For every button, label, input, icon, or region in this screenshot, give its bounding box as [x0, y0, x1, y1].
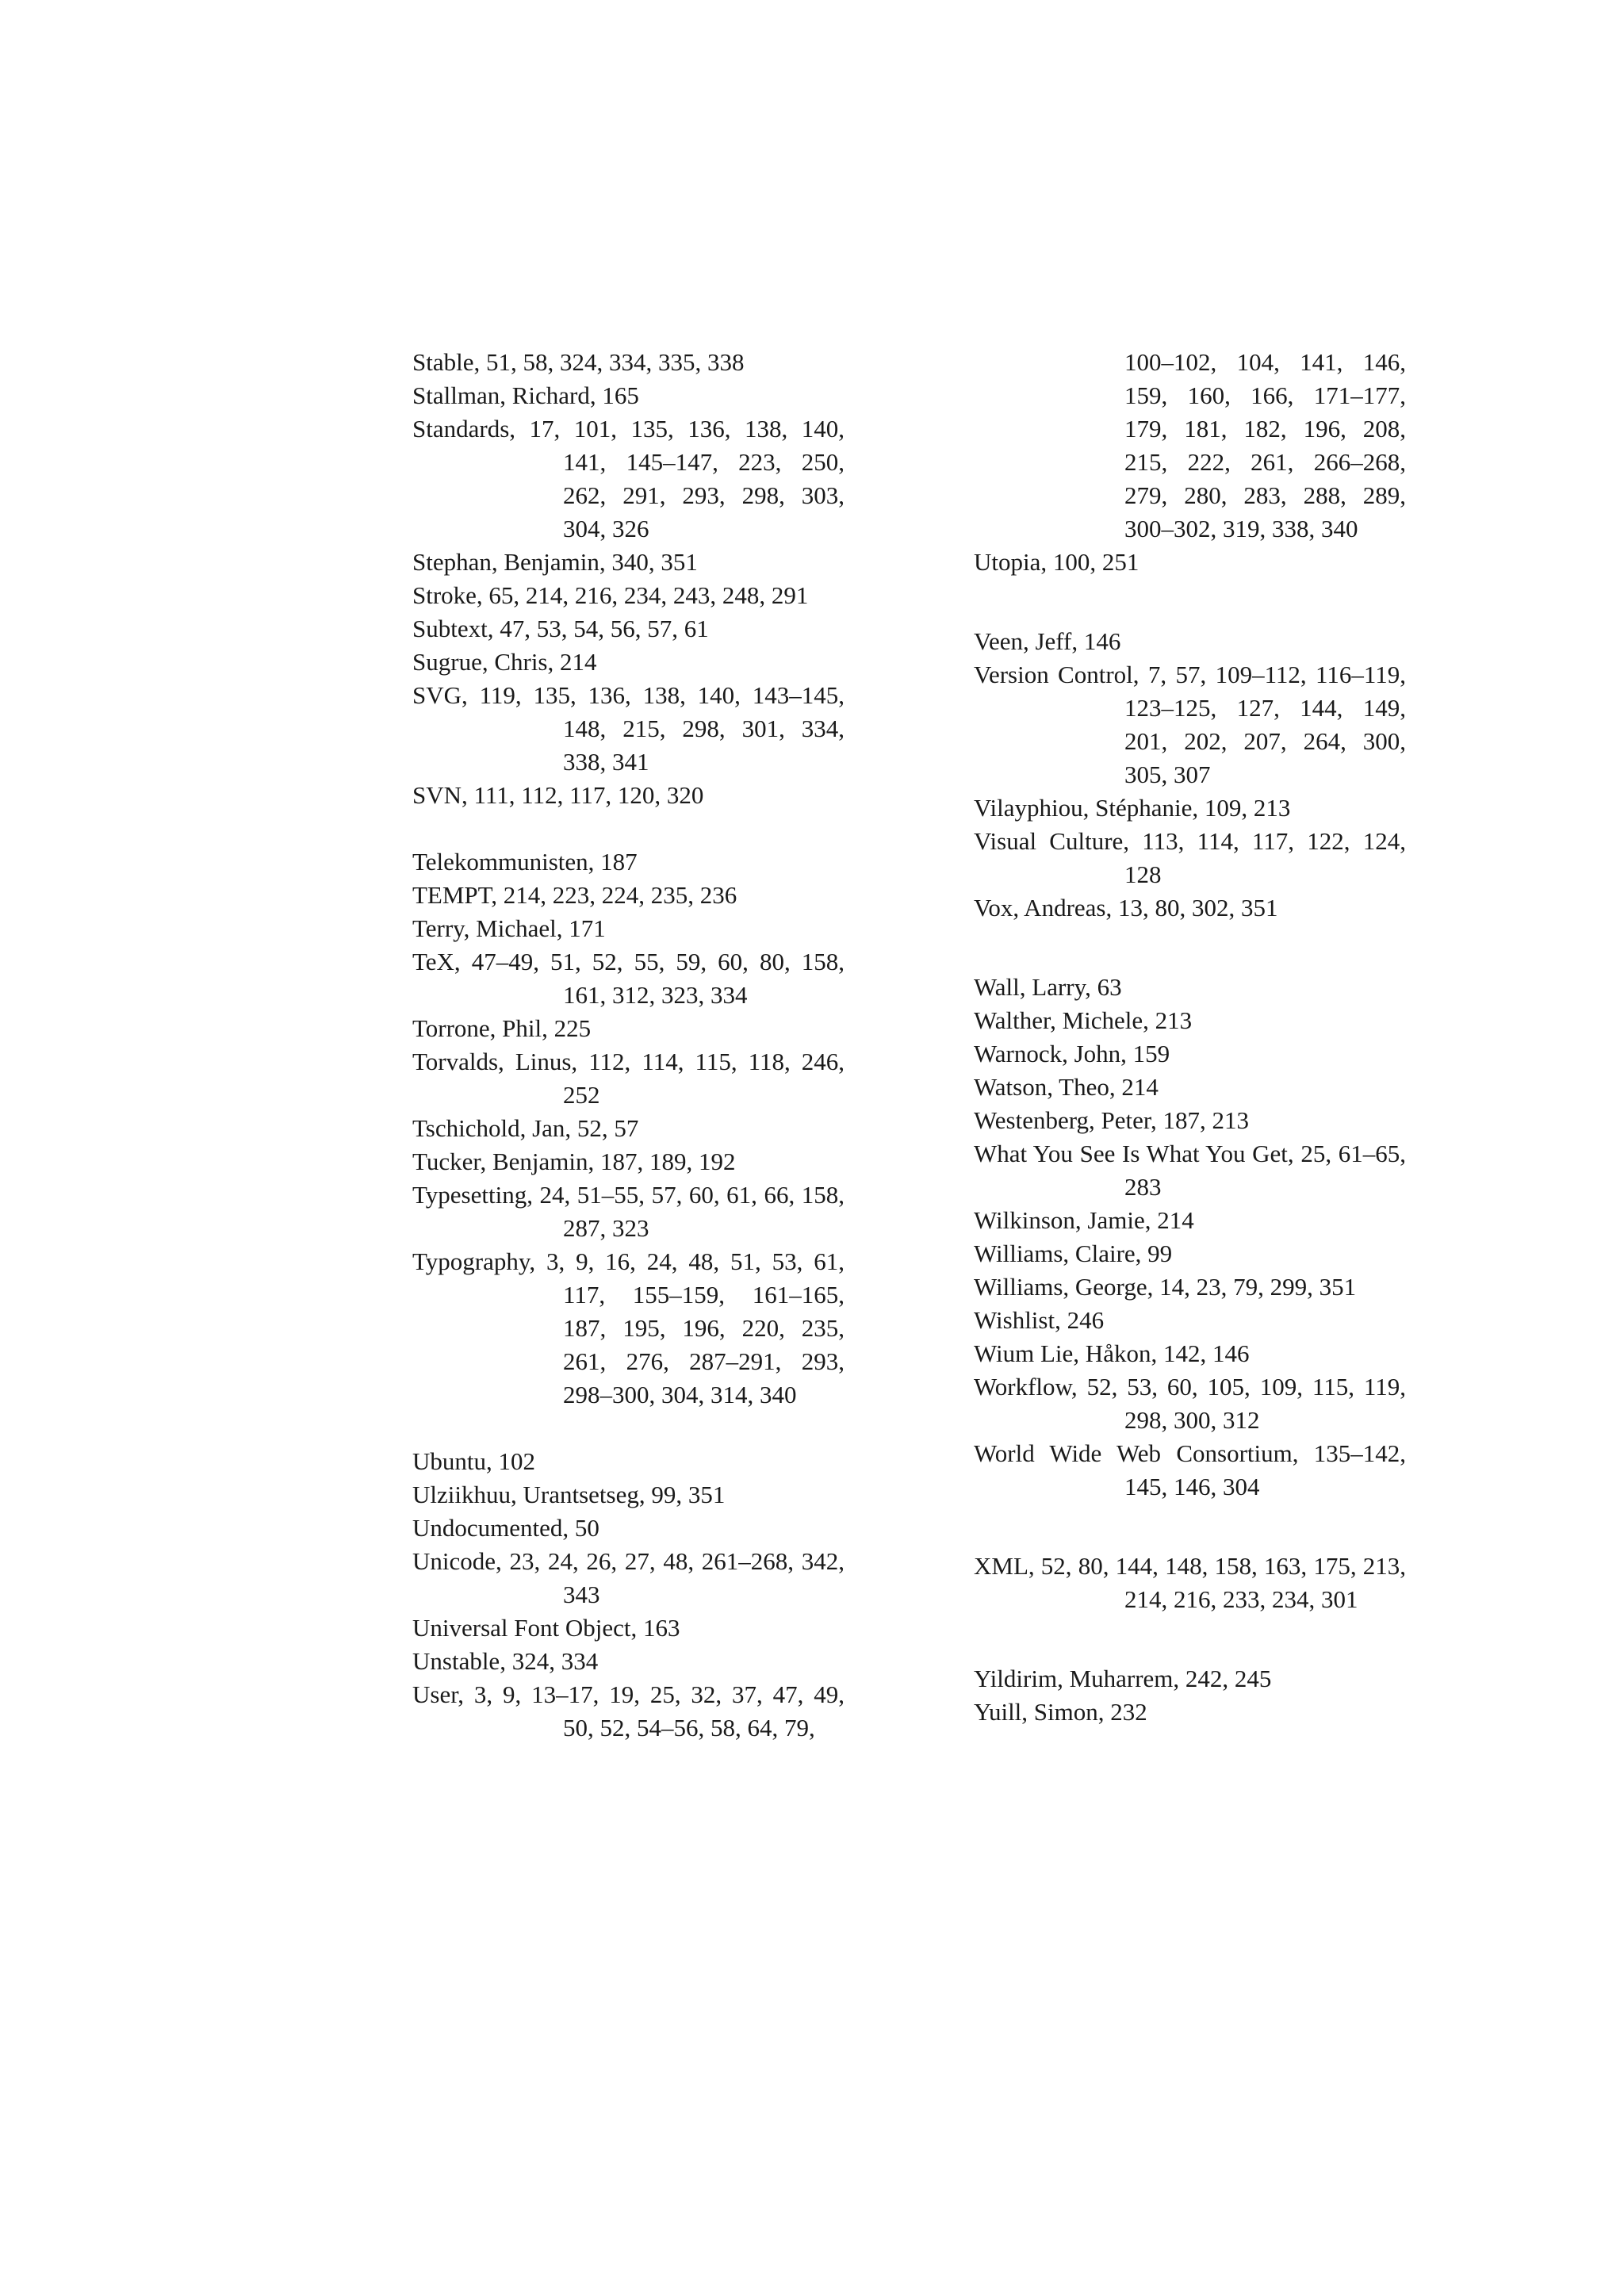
index-entry: Vilayphiou, Stéphanie, 109, 213 — [974, 794, 1291, 822]
index-entry: Veen, Jeff, 146 — [974, 627, 1121, 655]
index-entry: Terry, Michael, 171 — [412, 914, 606, 942]
index-entry: What You See Is What You Get, 25, 61–65, 283 — [974, 1140, 1406, 1201]
index-entry: Sugrue, Chris, 214 — [412, 648, 597, 676]
index-entry: Unstable, 324, 334 — [412, 1647, 599, 1675]
index-entry: Stephan, Benjamin, 340, 351 — [412, 548, 698, 576]
index-column-right — [974, 346, 1406, 1729]
index-entry: Warnock, John, 159 — [974, 1040, 1170, 1067]
index-entry: SVG, 119, 135, 136, 138, 140, 143–145, 148, 215, 298, 301, 334, 338, 341 — [412, 681, 845, 776]
index-entry: World Wide Web Consortium, 135–142, 145, 146, 304 — [974, 1439, 1406, 1500]
index-entry: Torrone, Phil, 225 — [412, 1014, 592, 1042]
index-entry: TEMPT, 214, 223, 224, 235, 236 — [412, 881, 737, 909]
index-entry: Unicode, 23, 24, 26, 27, 48, 261–268, 342, 343 — [412, 1547, 845, 1608]
index-entry: Stroke, 65, 214, 216, 234, 243, 248, 291 — [412, 581, 809, 609]
letter-group-divider — [974, 1504, 1406, 1550]
index-entry: Version Control, 7, 57, 109–112, 116–119, 123–125, 127, 144, 149, 201, 202, 207, 264, 300, 305, 307 — [974, 661, 1406, 788]
index-entry: Standards, 17, 101, 135, 136, 138, 140, 141, 145–147, 223, 250, 262, 291, 293, 298, 303, 304, 326 — [412, 415, 845, 542]
index-entry: Stallman, Richard, 165 — [412, 381, 639, 409]
index-entry: Subtext, 47, 53, 54, 56, 57, 61 — [412, 615, 709, 642]
index-entry: Walther, Michele, 213 — [974, 1006, 1193, 1034]
index-entry: TeX, 47–49, 51, 52, 55, 59, 60, 80, 158, 161, 312, 323, 334 — [412, 948, 845, 1009]
index-entry: Utopia, 100, 251 — [974, 548, 1139, 576]
letter-group-divider — [412, 812, 845, 845]
index-entry: Wilkinson, Jamie, 214 — [974, 1206, 1194, 1234]
index-entry: Watson, Theo, 214 — [974, 1073, 1159, 1101]
index-entry: Telekommunisten, 187 — [412, 848, 638, 876]
index-entry: Tschichold, Jan, 52, 57 — [412, 1114, 639, 1142]
index-entry-continuation: 100–102, 104, 141, 146, 159, 160, 166, 171–177, 179, 181, 182, 196, 208, 215, 222, 261, 266–268, 279, 280, 283, 288, 289, 300–302, 319, 338, 340 — [1124, 348, 1406, 542]
letter-group-divider — [974, 925, 1406, 971]
letter-group-divider — [974, 1616, 1406, 1662]
index-entry: Williams, George, 14, 23, 79, 299, 351 — [974, 1273, 1357, 1301]
index-entry: Williams, Claire, 99 — [974, 1240, 1173, 1267]
index-entry: Yildirim, Muharrem, 242, 245 — [974, 1665, 1272, 1692]
index-entry: Workflow, 52, 53, 60, 105, 109, 115, 119, 298, 300, 312 — [974, 1373, 1406, 1434]
index-entry: Torvalds, Linus, 112, 114, 115, 118, 246, 252 — [412, 1048, 845, 1109]
index-column-left — [412, 346, 845, 1745]
index-entry: Ulziikhuu, Urantsetseg, 99, 351 — [412, 1481, 726, 1508]
index-entry: Yuill, Simon, 232 — [974, 1698, 1147, 1726]
index-entry: Universal Font Object, 163 — [412, 1614, 680, 1642]
index-entry: Typesetting, 24, 51–55, 57, 60, 61, 66, 158, 287, 323 — [412, 1181, 845, 1242]
index-entry: User, 3, 9, 13–17, 19, 25, 32, 37, 47, 49, 50, 52, 54–56, 58, 64, 79, — [412, 1680, 845, 1742]
index-entry: Typography, 3, 9, 16, 24, 48, 51, 53, 61, 117, 155–159, 161–165, 187, 195, 196, 220, 235, 261, 276, 287–291, 293, 298–300, 304, 314, 340 — [412, 1247, 845, 1408]
letter-group-divider — [974, 579, 1406, 625]
index-entry: Wium Lie, Håkon, 142, 146 — [974, 1339, 1250, 1367]
index-entry: Wishlist, 246 — [974, 1306, 1105, 1334]
index-entry: Visual Culture, 113, 114, 117, 122, 124, 128 — [974, 827, 1406, 888]
index-entry: Tucker, Benjamin, 187, 189, 192 — [412, 1148, 736, 1175]
index-entry: Undocumented, 50 — [412, 1514, 599, 1542]
index-entry: Westenberg, Peter, 187, 213 — [974, 1106, 1249, 1134]
letter-group-divider — [412, 1412, 845, 1445]
index-entry: Ubuntu, 102 — [412, 1447, 535, 1475]
index-entry: Vox, Andreas, 13, 80, 302, 351 — [974, 894, 1278, 922]
index-entry: Stable, 51, 58, 324, 334, 335, 338 — [412, 348, 745, 376]
index-entry: XML, 52, 80, 144, 148, 158, 163, 175, 213, 214, 216, 233, 234, 301 — [974, 1552, 1406, 1613]
index-entry: SVN, 111, 112, 117, 120, 320 — [412, 781, 704, 809]
index-entry: Wall, Larry, 63 — [974, 973, 1122, 1001]
